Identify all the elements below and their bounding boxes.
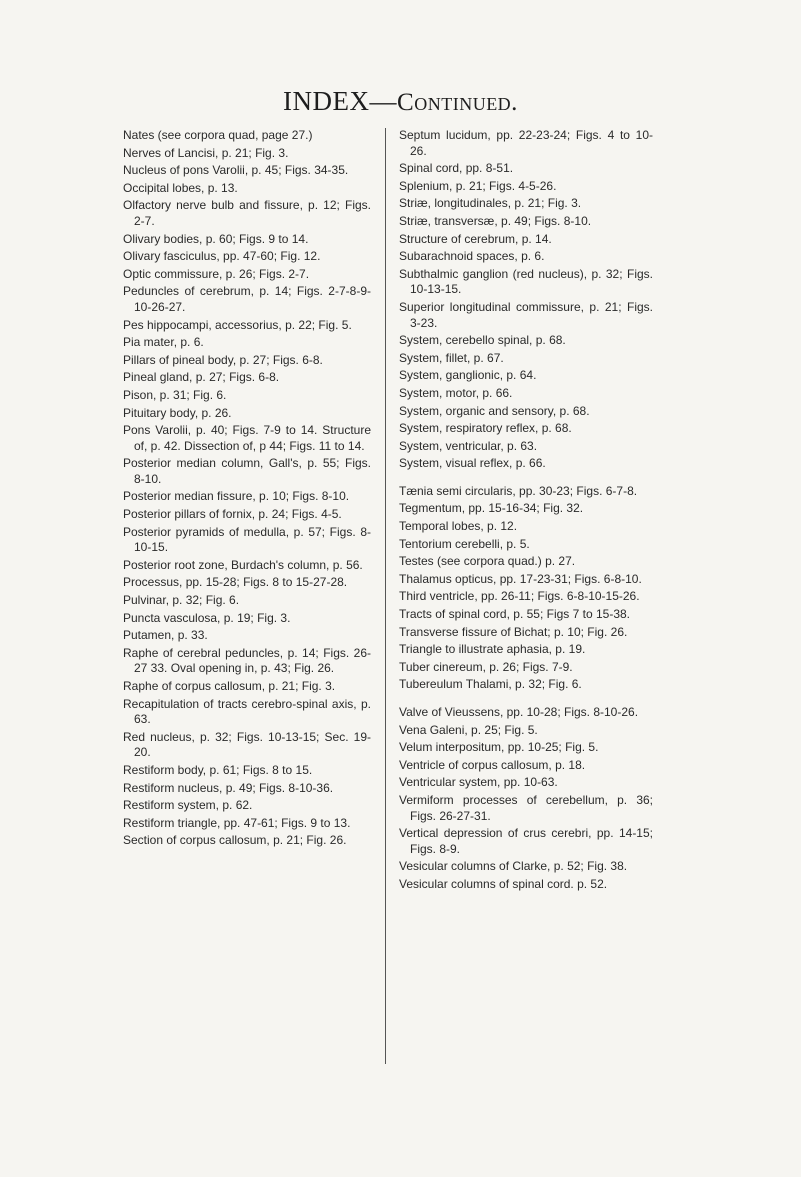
index-entry: Posterior pyramids of medulla, p. 57; Figs. 8-10-15.	[123, 524, 371, 555]
index-entry: Thalamus opticus, pp. 17-23-31; Figs. 6-8-10.	[399, 571, 642, 586]
index-entry: Pillars of pineal body, p. 27; Figs. 6-8.	[123, 352, 323, 367]
index-entry: System, ganglionic, p. 64.	[399, 368, 537, 383]
index-entry: Vertical depression of crus cerebri, pp. 14-15; Figs. 8-9.	[399, 826, 653, 856]
index-entry: Red nucleus, p. 32; Figs. 10-13-15; Sec. 19-20.	[123, 729, 371, 760]
index-entry: Posterior root zone, Burdach's column, p. 56.	[123, 557, 363, 572]
index-entry: Posterior median fissure, p. 10; Figs. 8-10.	[123, 489, 350, 504]
index-entry: Puncta vasculosa, p. 19; Fig. 3.	[123, 610, 291, 625]
index-entry: Pes hippocampi, accessorius, p. 22; Fig. 5.	[123, 317, 352, 332]
index-entry: Testes (see corpora quad.) p. 27.	[399, 554, 576, 569]
index-entry: Peduncles of cerebrum, p. 14; Figs. 2-7-8-9-10-26-27.	[123, 284, 371, 314]
index-entry: Tracts of spinal cord, p. 55; Figs 7 to 15-38.	[399, 607, 630, 622]
index-entry: Pison, p. 31; Fig. 6.	[123, 387, 227, 402]
index-entry: Subthalmic ganglion (red nucleus), p. 32; Figs. 10-13-15.	[399, 266, 653, 297]
index-entry: Vena Galeni, p. 25; Fig. 5.	[399, 722, 538, 737]
index-entry: Restiform system, p. 62.	[123, 798, 253, 813]
index-entry: System, visual reflex, p. 66.	[399, 456, 546, 471]
index-entry: Vesicular columns of Clarke, p. 52; Fig. 38.	[399, 859, 628, 874]
index-entry: Pituitary body, p. 26.	[123, 405, 232, 420]
index-entry: Tegmentum, pp. 15-16-34; Fig. 32.	[399, 501, 584, 516]
index-entry: System, fillet, p. 67.	[399, 350, 504, 365]
index-entry: Third ventricle, pp. 26-11; Figs. 6-8-10-15-26.	[399, 589, 640, 604]
group-spacer	[399, 474, 653, 484]
index-entry: Restiform nucleus, p. 49; Figs. 8-10-36.	[123, 780, 334, 795]
column-divider	[385, 128, 386, 1064]
index-entry: System, cerebello spinal, p. 68.	[399, 333, 566, 348]
index-entry: Temporal lobes, p. 12.	[399, 519, 518, 534]
title-continued: Continued.	[397, 89, 518, 116]
index-entry: Occipital lobes, p. 13.	[123, 180, 238, 195]
title-main: INDEX—	[283, 86, 398, 116]
index-entry: Vermiform processes of cerebellum, p. 36; Figs. 26-27-31.	[399, 792, 653, 823]
index-entry: Tuber cinereum, p. 26; Figs. 7-9.	[399, 659, 573, 674]
index-entry: Optic commissure, p. 26; Figs. 2-7.	[123, 266, 310, 281]
index-entry: System, respiratory reflex, p. 68.	[399, 421, 572, 436]
index-entry: Olivary fasciculus, pp. 47-60; Fig. 12.	[123, 249, 321, 264]
index-entry: Ventricular system, pp. 10-63.	[399, 775, 558, 790]
index-entry: Olfactory nerve bulb and fissure, p. 12; Figs. 2-7.	[123, 198, 371, 228]
index-entry: Vesicular columns of spinal cord. p. 52.	[399, 876, 608, 891]
index-entry: Pia mater, p. 6.	[123, 335, 204, 350]
index-entry: Ventricle of corpus callosum, p. 18.	[399, 757, 586, 772]
index-entry: Raphe of corpus callosum, p. 21; Fig. 3.	[123, 679, 336, 693]
index-entry: Pulvinar, p. 32; Fig. 6.	[123, 593, 240, 608]
index-entry: Superior longitudinal commissure, p. 21; Figs. 3-23.	[399, 299, 653, 330]
group-spacer	[399, 695, 653, 705]
index-entry: Valve of Vieussens, pp. 10-28; Figs. 8-10-26.	[399, 705, 639, 719]
index-entry: Pons Varolii, p. 40; Figs. 7-9 to 14. Structure of, p. 42. Dissection of, p 44; Figs. 11 to 14.	[123, 423, 371, 453]
index-entry: Triangle to illustrate aphasia, p. 19.	[399, 642, 586, 657]
index-entry: Restiform body, p. 61; Figs. 8 to 15.	[123, 762, 313, 777]
index-entry: Pineal gland, p. 27; Figs. 6-8.	[123, 370, 280, 385]
index-entry: Structure of cerebrum, p. 14.	[399, 231, 552, 246]
index-entry: Nates (see corpora quad, page 27.)	[123, 128, 313, 142]
index-entry: Transverse fissure of Bichat; p. 10; Fig. 26.	[399, 624, 628, 639]
index-entry: Processus, pp. 15-28; Figs. 8 to 15-27-28.	[123, 575, 348, 590]
index-entry: Recapitulation of tracts cerebro-spinal axis, p. 63.	[123, 696, 371, 727]
index-entry: Subarachnoid spaces, p. 6.	[399, 249, 545, 264]
index-entry: Splenium, p. 21; Figs. 4-5-26.	[399, 178, 557, 193]
index-entry: Striæ, transversæ, p. 49; Figs. 8-10.	[399, 213, 592, 228]
index-entry: Tubereulum Thalami, p. 32; Fig. 6.	[399, 677, 582, 692]
index-entry: Tænia semi circularis, pp. 30-23; Figs. 6-7-8.	[399, 483, 638, 498]
index-entry: Nerves of Lancisi, p. 21; Fig. 3.	[123, 145, 289, 160]
index-entry: System, motor, p. 66.	[399, 385, 513, 400]
index-entry: Striæ, longitudinales, p. 21; Fig. 3.	[399, 196, 582, 211]
index-entry: Septum lucidum, pp. 22-23-24; Figs. 4 to 10-26.	[399, 128, 653, 158]
index-entry: System, ventricular, p. 63.	[399, 438, 538, 453]
index-entry: Velum interpositum, pp. 10-25; Fig. 5.	[399, 740, 599, 755]
index-entry: Raphe of cerebral peduncles, p. 14; Figs. 26-27 33. Oval opening in, p. 43; Fig. 26.	[123, 645, 371, 676]
index-entry: Restiform triangle, pp. 47-61; Figs. 9 to 13.	[123, 815, 351, 830]
index-entry: System, organic and sensory, p. 68.	[399, 403, 590, 418]
index-entry: Putamen, p. 33.	[123, 628, 208, 643]
index-entry: Olivary bodies, p. 60; Figs. 9 to 14.	[123, 231, 309, 246]
page-title	[0, 86, 801, 117]
index-entry: Section of corpus callosum, p. 21; Fig. 26.	[123, 833, 347, 848]
index-entry: Nucleus of pons Varolii, p. 45; Figs. 34-35.	[123, 163, 349, 178]
index-entry: Spinal cord, pp. 8-51.	[399, 161, 514, 176]
index-column-right	[399, 128, 653, 895]
index-entry: Posterior pillars of fornix, p. 24; Figs. 4-5.	[123, 507, 342, 522]
index-column-left	[123, 128, 371, 851]
index-entry: Tentorium cerebelli, p. 5.	[399, 536, 530, 551]
index-entry: Posterior median column, Gall's, p. 55; Figs. 8-10.	[123, 456, 371, 486]
